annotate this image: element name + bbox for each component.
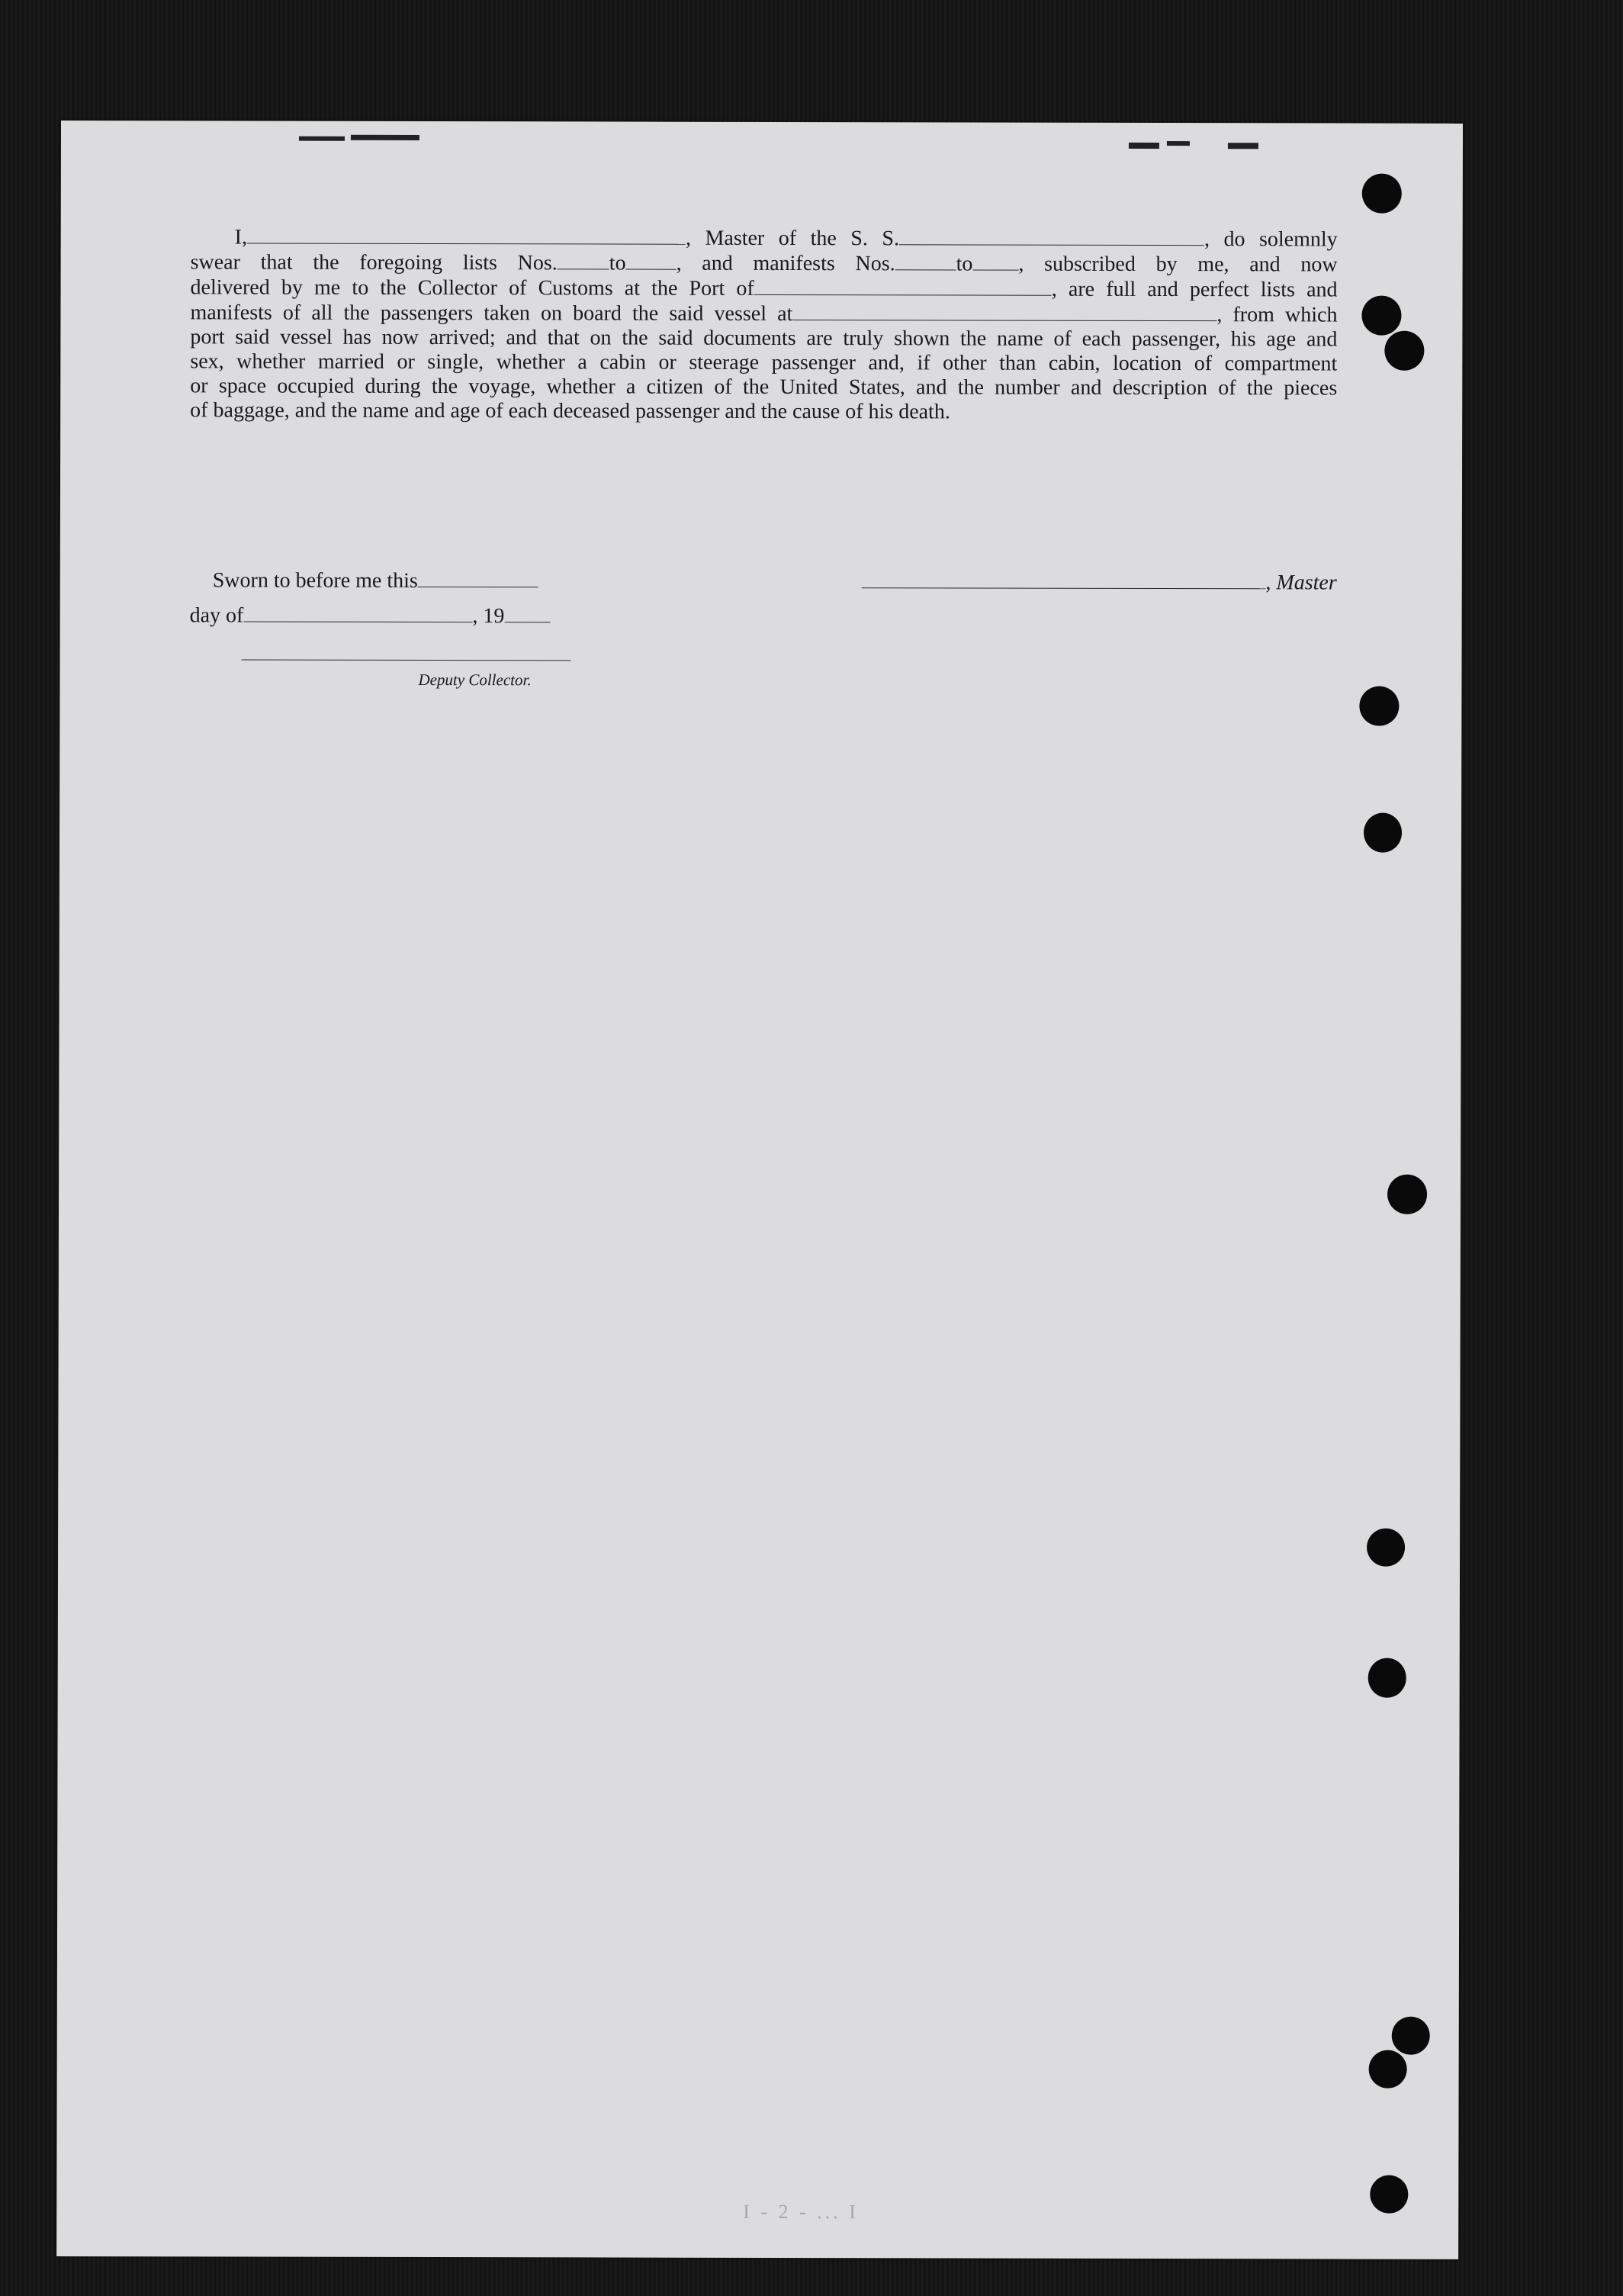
master-label: , Master: [1265, 571, 1337, 595]
punch-hole: [1364, 813, 1402, 853]
year-prefix: , 19: [472, 604, 505, 629]
oath-line: of baggage, and the name and age of each deceased passenger and the cause of his death.: [190, 398, 950, 424]
oath-line: or space occupied during the voyage, whether a citizen of the United States, and the number and description of the pieces: [190, 374, 1338, 400]
punch-hole: [1362, 174, 1402, 214]
sworn-statement: [213, 568, 538, 593]
oath-text: to: [609, 251, 626, 275]
list-to-field[interactable]: [626, 251, 677, 270]
oath-text: , do solemnly: [1204, 227, 1338, 252]
sworn-text: Sworn to before me this: [212, 568, 418, 593]
smudge-mark: [351, 135, 419, 140]
smudge-mark: [1129, 143, 1159, 149]
master-signature: [861, 569, 1336, 595]
date-row: [190, 603, 551, 629]
sworn-row: [190, 568, 1337, 600]
sworn-day-field[interactable]: [418, 568, 538, 587]
port-field[interactable]: [754, 276, 1052, 296]
punch-hole: [1369, 2050, 1407, 2089]
punch-hole: [1370, 2175, 1408, 2214]
oath-line: sex, whether married or single, whether a cabin or steerage passenger and, if other than cabin, location of compartment: [190, 349, 1338, 376]
punch-hole: [1387, 1175, 1427, 1214]
master-signature-field[interactable]: [861, 569, 1265, 589]
oath-text: , Master of the S. S.: [685, 226, 900, 251]
punch-hole: [1359, 687, 1399, 726]
manifest-page: [56, 121, 1463, 2259]
oath-text: , are full and perfect lists and: [1051, 277, 1338, 302]
punch-hole: [1367, 1529, 1405, 1567]
oath-text: swear that the foregoing lists Nos.: [190, 250, 558, 275]
punch-hole: [1392, 2017, 1430, 2055]
smudge-mark: [1167, 141, 1190, 146]
list-from-field[interactable]: [558, 250, 609, 269]
deputy-collector-label: Deputy Collector.: [418, 670, 532, 690]
year-field[interactable]: [504, 603, 550, 622]
oath-text: manifests of all the passengers taken on board the said vessel at: [190, 301, 793, 326]
oath-text: , and manifests Nos.: [676, 251, 895, 276]
master-name-field[interactable]: [247, 225, 686, 245]
day-of-text: day of: [189, 603, 244, 628]
oath-line: [191, 275, 1338, 302]
month-field[interactable]: [243, 603, 472, 623]
oath-text: I,: [234, 225, 248, 249]
oath-line: [191, 224, 1338, 252]
oath-line: port said vessel has now arrived; and that on the said documents are truly shown the name of each passenger, his age and: [190, 325, 1338, 352]
oath-form: [189, 224, 1338, 690]
punch-hole: [1368, 1658, 1406, 1698]
deputy-signature-field[interactable]: [242, 659, 571, 661]
oath-paragraph: [190, 224, 1338, 425]
punch-hole: [1384, 331, 1424, 371]
ship-name-field[interactable]: [899, 226, 1204, 246]
faint-footer-text: I - 2 - ... I: [743, 2200, 859, 2224]
boarding-port-field[interactable]: [792, 301, 1216, 321]
smudge-mark: [1228, 143, 1258, 149]
oath-text: , subscribed by me, and now: [1018, 252, 1338, 277]
manifest-to-field[interactable]: [972, 252, 1018, 271]
oath-text: delivered by me to the Collector of Customs at the Port of: [190, 275, 754, 301]
punch-hole: [1361, 296, 1401, 336]
oath-line: [191, 249, 1338, 277]
manifest-from-field[interactable]: [895, 251, 956, 270]
smudge-mark: [299, 137, 345, 141]
oath-line: [190, 300, 1337, 327]
oath-text: to: [956, 252, 973, 276]
oath-text: , from which: [1216, 303, 1338, 327]
